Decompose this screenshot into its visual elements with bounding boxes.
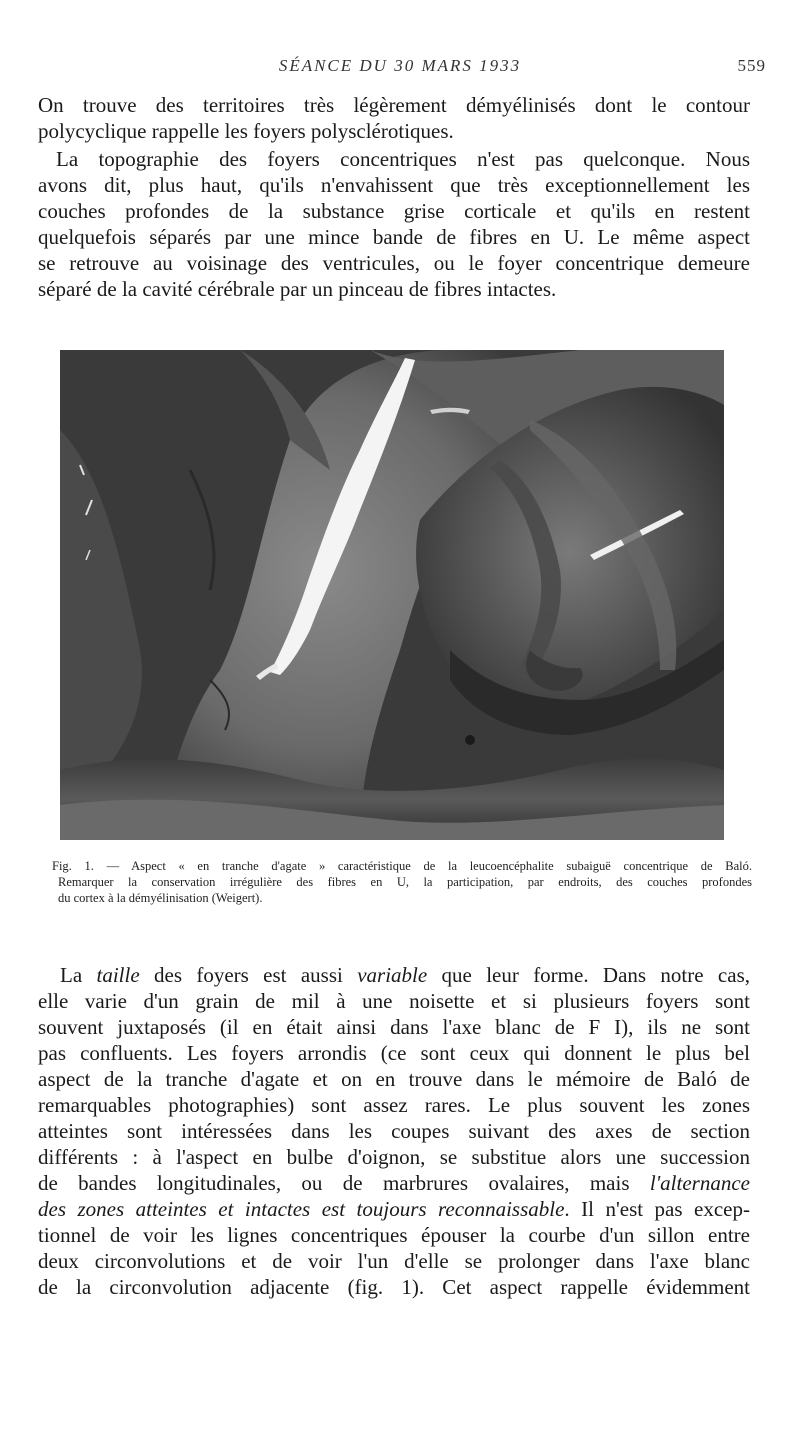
text-line: séparé de la cavité cérébrale par un pinceau de fibres intactes. [38, 277, 557, 301]
text-line [38, 962, 750, 988]
text-line: tionnel de voir les lignes concentriques épouser la courbe d'un sillon entre [38, 1223, 750, 1247]
paragraph-3 [38, 962, 750, 1300]
running-head [0, 56, 800, 80]
caption-line: Fig. 1. — Aspect « en tranche d'agate » caractéristique de la leucoencéphalite subaiguë concentrique de Baló. [52, 859, 752, 873]
text-line: remarquables photographies) sont assez rares. Le plus souvent les zones [38, 1093, 750, 1117]
text-line: aspect de la tranche d'agate et on en trouve dans le mémoire de Baló de [38, 1067, 750, 1091]
italic-run: des zones atteintes et intactes est toujours reconnaissable [38, 1197, 565, 1221]
text-run: que leur forme. Dans notre cas, [427, 963, 750, 987]
text-line: atteintes sont intéressées dans les coupes suivant des axes de section [38, 1119, 750, 1143]
italic-run: variable [357, 963, 428, 987]
paragraph-1 [38, 92, 750, 144]
page-number: 559 [737, 56, 766, 75]
text-line: différents : à l'aspect en bulbe d'oignon, se substitue alors une succession [38, 1145, 750, 1169]
text-line: de la circonvolution adjacente (fig. 1). Cet aspect rappelle évidemment [38, 1275, 750, 1299]
text-run: des foyers est aussi [139, 963, 358, 987]
running-title: SÉANCE DU 30 MARS 1933 [278, 56, 522, 75]
text-run: La [60, 963, 97, 987]
text-run: . Il n'est pas excep- [564, 1197, 750, 1221]
figure-caption [52, 858, 752, 906]
text-line [38, 1196, 750, 1222]
text-line: quelquefois séparés par une mince bande de fibres en U. Le même aspect [38, 225, 750, 249]
text-line: pas confluents. Les foyers arrondis (ce sont ceux qui donnent le plus bel [38, 1041, 750, 1065]
caption-line: Remarquer la conservation irrégulière des fibres en U, la participation, par endroits, des couches profondes [58, 875, 752, 889]
figure-brain-section-photograph [60, 350, 724, 840]
paragraph-2 [38, 146, 750, 302]
text-line: avons dit, plus haut, qu'ils n'envahissent que très exceptionnellement les [38, 173, 750, 197]
caption-line: du cortex à la démyélinisation (Weigert). [58, 891, 263, 905]
text-line: On trouve des territoires très légèrement démyélinisés dont le contour [38, 93, 750, 117]
text-run: de bandes longitudinales, ou de marbrures ovalaires, mais [38, 1171, 650, 1195]
text-line [38, 1170, 750, 1196]
micrograph-image [60, 350, 724, 840]
text-line: couches profondes de la substance grise corticale et qu'ils en restent [38, 199, 750, 223]
text-line: elle varie d'un grain de mil à une noisette et si plusieurs foyers sont [38, 989, 750, 1013]
italic-run: taille [96, 963, 140, 987]
text-line: polycyclique rappelle les foyers polysclérotiques. [38, 119, 454, 143]
text-line: La topographie des foyers concentriques n'est pas quelconque. Nous [56, 147, 750, 171]
text-line: souvent juxtaposés (il en était ainsi dans l'axe blanc de F I), ils ne sont [38, 1015, 750, 1039]
text-line: se retrouve au voisinage des ventricules, ou le foyer concentrique demeure [38, 251, 750, 275]
italic-run: l'alternance [649, 1171, 750, 1195]
text-line: deux circonvolutions et de voir l'un d'elle se prolonger dans l'axe blanc [38, 1249, 750, 1273]
